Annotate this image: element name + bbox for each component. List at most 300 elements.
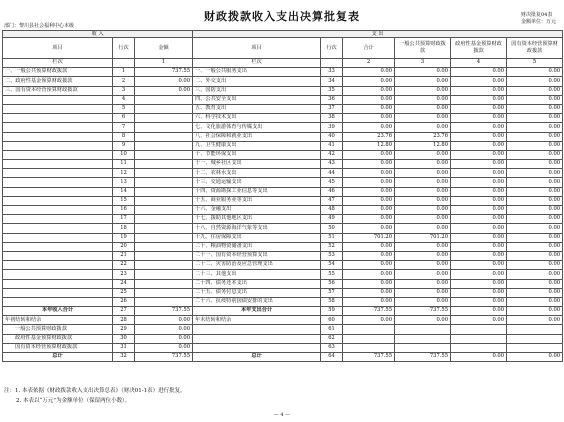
expense-fund: 0.00: [451, 95, 507, 104]
table-row: [3, 123, 563, 132]
table-row: [3, 169, 563, 178]
expense-fund: 0.00: [451, 270, 507, 279]
expense-item: 一、一般公共服务支出: [193, 68, 321, 77]
table-row: [3, 233, 563, 242]
table-row: [3, 196, 563, 205]
table-row: [3, 307, 563, 316]
expense-fund: 0.00: [451, 86, 507, 95]
fund-budget-header: 政府性基金预算财政拨款: [451, 38, 507, 59]
expense-fund: 0.00: [451, 353, 507, 362]
expense-general: 0.00: [395, 297, 451, 306]
expense-total: 0.00: [343, 261, 395, 270]
expense-soe: 0.00: [507, 77, 563, 86]
budget-table: [2, 30, 563, 362]
income-item: [3, 288, 113, 297]
expense-fund: 0.00: [451, 224, 507, 233]
expense-general: 737.55: [395, 353, 451, 362]
expense-fund: 0.00: [451, 233, 507, 242]
expense-general: 0.00: [395, 206, 451, 215]
expense-line: 46: [321, 187, 343, 196]
income-line: 11: [113, 160, 135, 169]
line-header-2: 行次: [321, 38, 343, 59]
table-row: [3, 224, 563, 233]
table-row: [3, 150, 563, 159]
income-amount: [135, 123, 193, 132]
expense-fund: 0.00: [451, 297, 507, 306]
expense-line: 47: [321, 196, 343, 205]
unit-label: 金额单位：万元: [520, 19, 556, 25]
expense-general: 23.76: [395, 132, 451, 141]
income-amount: [135, 150, 193, 159]
expense-line: 43: [321, 160, 343, 169]
expense-item: 十四、资源勘探工业信息等支出: [193, 187, 321, 196]
income-item: [3, 95, 113, 104]
income-amount: [135, 261, 193, 270]
income-line: 15: [113, 196, 135, 205]
expense-general: 0.00: [395, 224, 451, 233]
expense-item: 三、国防支出: [193, 86, 321, 95]
expense-fund: 0.00: [451, 316, 507, 325]
table-row: [3, 114, 563, 123]
expense-fund: 0.00: [451, 215, 507, 224]
expense-total: 0.00: [343, 297, 395, 306]
general-budget-header: 一般公共预算财政拨款: [395, 38, 451, 59]
income-item: 年初结转和结余: [3, 316, 113, 325]
expense-line: 38: [321, 114, 343, 123]
expense-line: 55: [321, 270, 343, 279]
income-line: 3: [113, 86, 135, 95]
expense-soe: 0.00: [507, 141, 563, 150]
income-amount: [135, 178, 193, 187]
expense-fund: 0.00: [451, 178, 507, 187]
income-item: 一般公共预算财政拨款: [3, 325, 113, 334]
income-amount: 737.55: [135, 353, 193, 362]
expense-total: 0.00: [343, 206, 395, 215]
income-line: 8: [113, 132, 135, 141]
table-row: [3, 270, 563, 279]
expense-general: 737.55: [395, 307, 451, 316]
expense-soe: 0.00: [507, 178, 563, 187]
expense-fund: 0.00: [451, 77, 507, 86]
expense-general: 0.00: [395, 114, 451, 123]
income-amount: 737.55: [135, 307, 193, 316]
expense-fund: 0.00: [451, 141, 507, 150]
expense-total: 701.20: [343, 233, 395, 242]
expense-line: 64: [321, 353, 343, 362]
income-amount: [135, 187, 193, 196]
expense-soe: 0.00: [507, 316, 563, 325]
column-index-row: [3, 59, 563, 68]
expense-line: 44: [321, 169, 343, 178]
expense-general: 0.00: [395, 104, 451, 113]
table-row: [3, 251, 563, 260]
expense-fund: 0.00: [451, 114, 507, 123]
table-row: [3, 86, 563, 95]
income-amount: [135, 297, 193, 306]
income-line: 10: [113, 150, 135, 159]
expense-item: [193, 325, 321, 334]
income-item: [3, 261, 113, 270]
income-line: 21: [113, 251, 135, 260]
expense-total: 23.76: [343, 132, 395, 141]
income-line: 6: [113, 114, 135, 123]
expense-total: 0.00: [343, 242, 395, 251]
income-amount: [135, 242, 193, 251]
income-line: 17: [113, 215, 135, 224]
item-header: 项目: [3, 38, 113, 59]
expense-general: 0.00: [395, 86, 451, 95]
line-header: 行次: [113, 38, 135, 59]
expense-item: 六、科学技术支出: [193, 114, 321, 123]
expense-line: 48: [321, 206, 343, 215]
table-row: [3, 132, 563, 141]
expense-line: 40: [321, 132, 343, 141]
header-row-1: [3, 31, 563, 38]
expense-item: 十七、援助其他地区支出: [193, 215, 321, 224]
expense-total: 737.55: [343, 307, 395, 316]
expense-general: 0.00: [395, 187, 451, 196]
expense-line: 51: [321, 233, 343, 242]
expense-line: 34: [321, 77, 343, 86]
expense-line: 53: [321, 251, 343, 260]
income-line: 1: [113, 68, 135, 77]
income-line: 18: [113, 224, 135, 233]
expense-item: 二十四、债务还本支出: [193, 279, 321, 288]
table-row: [3, 141, 563, 150]
expense-fund: 0.00: [451, 150, 507, 159]
expense-total: 0.00: [343, 196, 395, 205]
income-amount: 0.00: [135, 325, 193, 334]
expense-soe: [507, 334, 563, 343]
expense-soe: 0.00: [507, 242, 563, 251]
income-line: 7: [113, 123, 135, 132]
table-row: [3, 215, 563, 224]
income-amount: [135, 132, 193, 141]
expense-soe: [507, 325, 563, 334]
expense-total: 0.00: [343, 95, 395, 104]
expense-item: 二十一、国有资本经营预算支出: [193, 251, 321, 260]
expense-item: 二十三、其他支出: [193, 270, 321, 279]
expense-total: 0.00: [343, 187, 395, 196]
expense-item: 七、文化旅游体育与传媒支出: [193, 123, 321, 132]
income-amount: [135, 95, 193, 104]
income-line: 23: [113, 270, 135, 279]
income-amount: [135, 224, 193, 233]
income-amount: [135, 251, 193, 260]
expense-general: 0.00: [395, 160, 451, 169]
note-2: 2. 本表以“万元”为金额单位（保留两位小数）。: [16, 398, 131, 404]
expense-fund: 0.00: [451, 307, 507, 316]
income-amount: [135, 141, 193, 150]
expense-soe: 0.00: [507, 132, 563, 141]
income-amount: [135, 215, 193, 224]
expense-soe: 0.00: [507, 279, 563, 288]
income-item: [3, 270, 113, 279]
income-item: [3, 141, 113, 150]
expense-total: 0.00: [343, 104, 395, 113]
expense-fund: 0.00: [451, 68, 507, 77]
expense-total: [343, 343, 395, 352]
income-item: [3, 206, 113, 215]
expense-general: 0.00: [395, 150, 451, 159]
expense-general: 0.00: [395, 68, 451, 77]
expense-general: 0.00: [395, 169, 451, 178]
table-row: [3, 242, 563, 251]
table-row: [3, 160, 563, 169]
table-row: [3, 297, 563, 306]
expense-soe: 0.00: [507, 95, 563, 104]
expense-total: [343, 334, 395, 343]
income-line: 16: [113, 206, 135, 215]
col-index-5: 5: [507, 59, 563, 68]
income-amount: [135, 270, 193, 279]
expense-item: 年末结转和结余: [193, 316, 321, 325]
table-meta: [521, 12, 556, 26]
expense-line: 63: [321, 343, 343, 352]
expense-general: 12.80: [395, 141, 451, 150]
income-line: 2: [113, 77, 135, 86]
page-title: 财政拨款收入支出决算批复表: [204, 10, 360, 23]
income-item: 总计: [3, 353, 113, 362]
expense-total: 0.00: [343, 215, 395, 224]
income-item: [3, 242, 113, 251]
expense-general: 0.00: [395, 178, 451, 187]
table-row: [3, 206, 563, 215]
expense-item: [193, 343, 321, 352]
income-item: [3, 196, 113, 205]
income-amount: 0.00: [135, 77, 193, 86]
expense-general: 0.00: [395, 288, 451, 297]
income-item: 政府性基金预算财政拨款: [3, 334, 113, 343]
expense-soe: [507, 343, 563, 352]
expense-item: 十一、城乡社区支出: [193, 160, 321, 169]
expense-line: 61: [321, 325, 343, 334]
expense-soe: 0.00: [507, 86, 563, 95]
expense-fund: [451, 334, 507, 343]
expense-total: 0.00: [343, 114, 395, 123]
income-item: [3, 224, 113, 233]
expense-general: 0.00: [395, 95, 451, 104]
income-line: 20: [113, 242, 135, 251]
expense-total: 0.00: [343, 86, 395, 95]
table-row: [3, 95, 563, 104]
income-item: [3, 150, 113, 159]
expense-total: 0.00: [343, 279, 395, 288]
expense-soe: 0.00: [507, 196, 563, 205]
expense-line: 62: [321, 334, 343, 343]
income-item: 本年收入合计: [3, 307, 113, 316]
income-header: 收 入: [3, 31, 193, 38]
expense-item: 十三、交通运输支出: [193, 178, 321, 187]
table-row: [3, 353, 563, 362]
table-row: [3, 288, 563, 297]
expense-general: 0.00: [395, 251, 451, 260]
expense-line: 50: [321, 224, 343, 233]
expense-fund: 0.00: [451, 132, 507, 141]
expense-fund: 0.00: [451, 160, 507, 169]
header-row-2: [3, 38, 563, 59]
income-line: 30: [113, 334, 135, 343]
expense-item: [193, 334, 321, 343]
expense-total: 0.00: [343, 77, 395, 86]
table-row: [3, 187, 563, 196]
table-row: [3, 334, 563, 343]
expense-line: 49: [321, 215, 343, 224]
income-line: 4: [113, 95, 135, 104]
expense-soe: 0.00: [507, 353, 563, 362]
income-amount: [135, 169, 193, 178]
income-amount: 0.00: [135, 316, 193, 325]
expense-total: 12.80: [343, 141, 395, 150]
income-item: [3, 297, 113, 306]
income-amount: [135, 114, 193, 123]
expense-item: 十六、金融支出: [193, 206, 321, 215]
expense-item: 二十二、灾害防治及应急管理支出: [193, 261, 321, 270]
expense-line: 58: [321, 297, 343, 306]
income-line: 26: [113, 297, 135, 306]
income-amount: 0.00: [135, 334, 193, 343]
income-item: 三、国有资本经营预算财政拨款: [3, 86, 113, 95]
expense-line: 54: [321, 261, 343, 270]
department-label: 部门：黎川县社会福利中心本级: [4, 23, 75, 29]
table-row: [3, 104, 563, 113]
page-number: — 4 —: [273, 412, 291, 418]
income-item: [3, 187, 113, 196]
amount-header: 金额: [135, 38, 193, 59]
income-line: 25: [113, 288, 135, 297]
expense-line: 41: [321, 141, 343, 150]
expense-soe: 0.00: [507, 206, 563, 215]
expense-general: 0.00: [395, 123, 451, 132]
expense-line: 52: [321, 242, 343, 251]
expense-general: 701.20: [395, 233, 451, 242]
expense-soe: 0.00: [507, 114, 563, 123]
expense-item: 二十、粮油物资储备支出: [193, 242, 321, 251]
expense-general: 0.00: [395, 270, 451, 279]
expense-item: 十五、商业服务业等支出: [193, 196, 321, 205]
income-item: [3, 104, 113, 113]
col-label: 栏次: [3, 59, 113, 68]
expense-total: 0.00: [343, 178, 395, 187]
income-amount: 0.00: [135, 343, 193, 352]
expense-general: 0.00: [395, 196, 451, 205]
income-amount: [135, 233, 193, 242]
expense-item: 十、节能环保支出: [193, 150, 321, 159]
income-line: 31: [113, 343, 135, 352]
table-row: [3, 261, 563, 270]
expense-soe: 0.00: [507, 224, 563, 233]
expense-total: 0.00: [343, 123, 395, 132]
income-line: 9: [113, 141, 135, 150]
expense-line: 45: [321, 178, 343, 187]
income-line: 22: [113, 261, 135, 270]
note-1: 注：1. 本表依据《财政拨款收入支出决算总表》（财决01-1表）进行批复。: [4, 388, 186, 394]
expense-line: 42: [321, 150, 343, 159]
expense-fund: 0.00: [451, 196, 507, 205]
expense-fund: 0.00: [451, 123, 507, 132]
table-code: 财决批复04表: [520, 12, 553, 18]
expense-fund: 0.00: [451, 187, 507, 196]
notes: [4, 386, 186, 406]
expense-fund: 0.00: [451, 169, 507, 178]
income-item: [3, 279, 113, 288]
expense-soe: 0.00: [507, 187, 563, 196]
expense-soe: 0.00: [507, 215, 563, 224]
expense-total: 0.00: [343, 169, 395, 178]
expense-fund: 0.00: [451, 242, 507, 251]
income-item: 国有资本经营预算财政拨款: [3, 343, 113, 352]
expense-total: 0.00: [343, 288, 395, 297]
expense-total: 0.00: [343, 270, 395, 279]
soe-budget-header: 国有资本经营预算财政拨款: [507, 38, 563, 59]
expense-fund: [451, 343, 507, 352]
income-item: [3, 160, 113, 169]
expense-item: 十八、自然资源海洋气象等支出: [193, 224, 321, 233]
expense-general: 0.00: [395, 261, 451, 270]
expense-soe: 0.00: [507, 270, 563, 279]
income-amount: 737.55: [135, 68, 193, 77]
expense-total: 737.55: [343, 353, 395, 362]
table-row: [3, 77, 563, 86]
income-item: [3, 123, 113, 132]
income-amount: [135, 160, 193, 169]
income-amount: [135, 196, 193, 205]
col-index-4: 4: [451, 59, 507, 68]
col-index-2: 2: [343, 59, 395, 68]
expense-soe: 0.00: [507, 68, 563, 77]
expense-soe: 0.00: [507, 104, 563, 113]
expense-general: 0.00: [395, 242, 451, 251]
expense-general: [395, 343, 451, 352]
expense-item: 九、卫生健康支出: [193, 141, 321, 150]
expense-item: 二十六、抗疫特别国债安排的支出: [193, 297, 321, 306]
expense-fund: 0.00: [451, 251, 507, 260]
expense-soe: 0.00: [507, 169, 563, 178]
expense-soe: 0.00: [507, 288, 563, 297]
expense-item: 本年支出合计: [193, 307, 321, 316]
income-item: [3, 251, 113, 260]
total-header: 合计: [343, 38, 395, 59]
expense-line: 60: [321, 316, 343, 325]
expense-soe: 0.00: [507, 297, 563, 306]
expense-total: 0.00: [343, 150, 395, 159]
income-amount: [135, 288, 193, 297]
expense-soe: 0.00: [507, 123, 563, 132]
expense-soe: 0.00: [507, 233, 563, 242]
income-line: 19: [113, 233, 135, 242]
expense-line: 59: [321, 307, 343, 316]
expense-general: [395, 325, 451, 334]
expense-line: 33: [321, 68, 343, 77]
expense-item: 五、教育支出: [193, 104, 321, 113]
expense-soe: 0.00: [507, 150, 563, 159]
income-amount: [135, 279, 193, 288]
expense-line: 57: [321, 288, 343, 297]
income-item: [3, 114, 113, 123]
table-row: [3, 68, 563, 77]
income-line: 29: [113, 325, 135, 334]
expense-soe: 0.00: [507, 307, 563, 316]
expense-total: 0.00: [343, 68, 395, 77]
income-line: 12: [113, 169, 135, 178]
income-amount: 0.00: [135, 86, 193, 95]
expense-item: 二、外交支出: [193, 77, 321, 86]
expense-item: 四、公共安全支出: [193, 95, 321, 104]
income-item: [3, 215, 113, 224]
income-line: 27: [113, 307, 135, 316]
expense-header: 支 出: [193, 31, 563, 38]
expense-line: 35: [321, 86, 343, 95]
